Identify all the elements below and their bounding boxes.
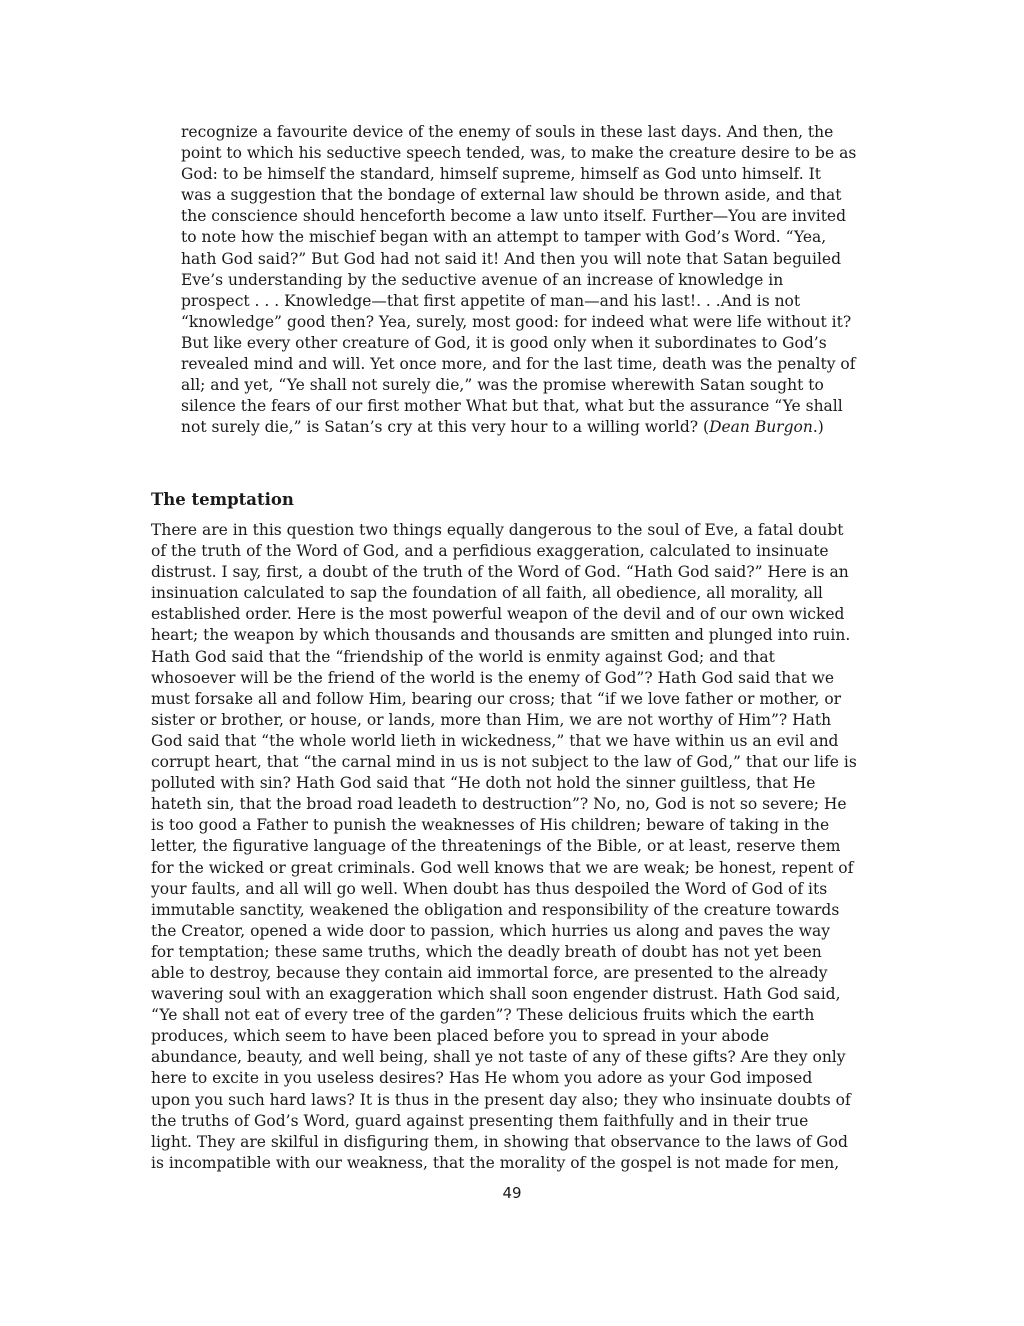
body-line: established order. Here is the most powerful weapon of the devil and of our own wicked [151, 605, 845, 624]
quote-last-line-text: not surely die,” is Satan’s cry at this very hour to a willing world? ( [181, 418, 710, 437]
quote-line: recognize a favourite device of the enemy of souls in these last days. And then, the [181, 123, 834, 141]
quote-line: the conscience should henceforth become a law unto itself. Further—You are invited [181, 207, 847, 226]
body-line: polluted with sin? Hath God said that “He doth not hold the sinner guiltless, that He [151, 774, 816, 793]
body-line: immutable sanctity, weakened the obligation and responsibility of the creature towards [151, 900, 840, 919]
body-line: the truths of God’s Word, guard against presenting them faithfully and in their true [151, 1111, 809, 1130]
section-body [151, 520, 881, 1174]
quote-attribution: Dean Burgon [709, 418, 813, 437]
quote-line: all; and yet, “Ye shall not surely die,” was the promise wherewith Satan sought to [181, 376, 824, 395]
body-line: is too good a Father to punish the weaknesses of His children; beware of taking in the [151, 816, 830, 835]
body-line: able to destroy, because they contain aid immortal force, are presented to the already [151, 963, 828, 982]
body-line: “Ye shall not eat of every tree of the garden”? These delicious fruits which the earth [151, 1006, 815, 1025]
body-line: wavering soul with an exaggeration which shall soon engender distrust. Hath God said, [151, 985, 841, 1004]
body-line: letter, the figurative language of the threatenings of the Bible, or at least, reserve them [151, 837, 841, 856]
quote-line: hath God said?” But God had not said it! And then you will note that Satan beguiled [181, 249, 842, 268]
page-number: 49 [502, 1184, 522, 1202]
body-line: There are in this question two things equally dangerous to the soul of Eve, a fatal doubt [151, 521, 844, 539]
body-line: whosoever will be the friend of the world is the enemy of God”? Hath God said that we [151, 668, 835, 687]
body-line: here to excite in you useless desires? Has He whom you adore as your God imposed [151, 1069, 813, 1088]
body-line: must forsake all and follow Him, bearing our cross; that “if we love father or mother, or [151, 689, 842, 708]
quote-line: prospect . . . Knowledge—that first appetite of man—and his last!. . .And is not [181, 291, 801, 310]
quote-line: “knowledge” good then? Yea, surely, most good: for indeed what were life without it? [181, 312, 852, 331]
body-line: of the truth of the Word of God, and a perfidious exaggeration, calculated to insinuate [151, 542, 829, 561]
quote-line: God: to be himself the standard, himself supreme, himself as God unto himself. It [181, 165, 821, 184]
body-line: is incompatible with our weakness, that the morality of the gospel is not made for men, [151, 1153, 840, 1172]
body-line: hateth sin, that the broad road leadeth to destruction”? No, no, God is not so severe; He [151, 795, 847, 814]
quote-line: But like every other creature of God, it is good only when it subordinates to God’s [181, 333, 827, 352]
quote-line: to note how the mischief began with an attempt to tamper with God’s Word. “Yea, [181, 228, 827, 247]
body-line: abundance, beauty, and well being, shall ye not taste of any of these gifts? Are they only [151, 1048, 846, 1067]
body-line: distrust. I say, first, a doubt of the truth of the Word of God. “Hath God said?” Here is an [151, 563, 849, 582]
body-line: insinuation calculated to sap the foundation of all faith, all obedience, all morality, all [151, 584, 823, 603]
body-line: the Creator, opened a wide door to passion, which hurries us along and paves the way [151, 921, 831, 940]
body-line: corrupt heart, that “the carnal mind in us is not subject to the law of God,” that our life is [151, 753, 857, 772]
body-line: sister or brother, or house, or lands, more than Him, we are not worthy of Him”? Hath [151, 710, 832, 729]
quote-last-line [181, 417, 881, 438]
body-line: produces, which seem to have been placed before you to spread in your abode [151, 1027, 770, 1046]
quote-line: point to which his seductive speech tended, was, to make the creature desire to be as [181, 144, 857, 163]
quote-line: revealed mind and will. Yet once more, and for the last time, death was the penalty of [181, 355, 856, 374]
quote-line: was a suggestion that the bondage of external law should be thrown aside, and that [181, 186, 842, 205]
section-heading: The temptation [151, 490, 294, 509]
body-line: heart; the weapon by which thousands and thousands are smitten and plunged into ruin. [151, 626, 851, 645]
quote-line: silence the fears of our first mother What but that, what but the assurance “Ye shall [181, 397, 843, 416]
block-quote [181, 122, 881, 438]
body-line: light. They are skilful in disfiguring them, in showing that observance to the laws of God [151, 1132, 848, 1151]
quote-line: Eve’s understanding by the seductive avenue of an increase of knowledge in [181, 270, 784, 289]
body-line: for temptation; these same truths, which the deadly breath of doubt has not yet been [151, 942, 822, 961]
quote-last-line-end: .) [812, 418, 824, 437]
body-line: Hath God said that the “friendship of the world is enmity against God; and that [151, 647, 775, 666]
body-line: upon you such hard laws? It is thus in the present day also; they who insinuate doubts of [151, 1090, 851, 1109]
body-line: for the wicked or great criminals. God well knows that we are weak; be honest, repent of [151, 858, 854, 877]
body-line: God said that “the whole world lieth in wickedness,” that we have within us an evil and [151, 731, 839, 750]
body-line: your faults, and all will go well. When doubt has thus despoiled the Word of God of its [151, 879, 828, 898]
